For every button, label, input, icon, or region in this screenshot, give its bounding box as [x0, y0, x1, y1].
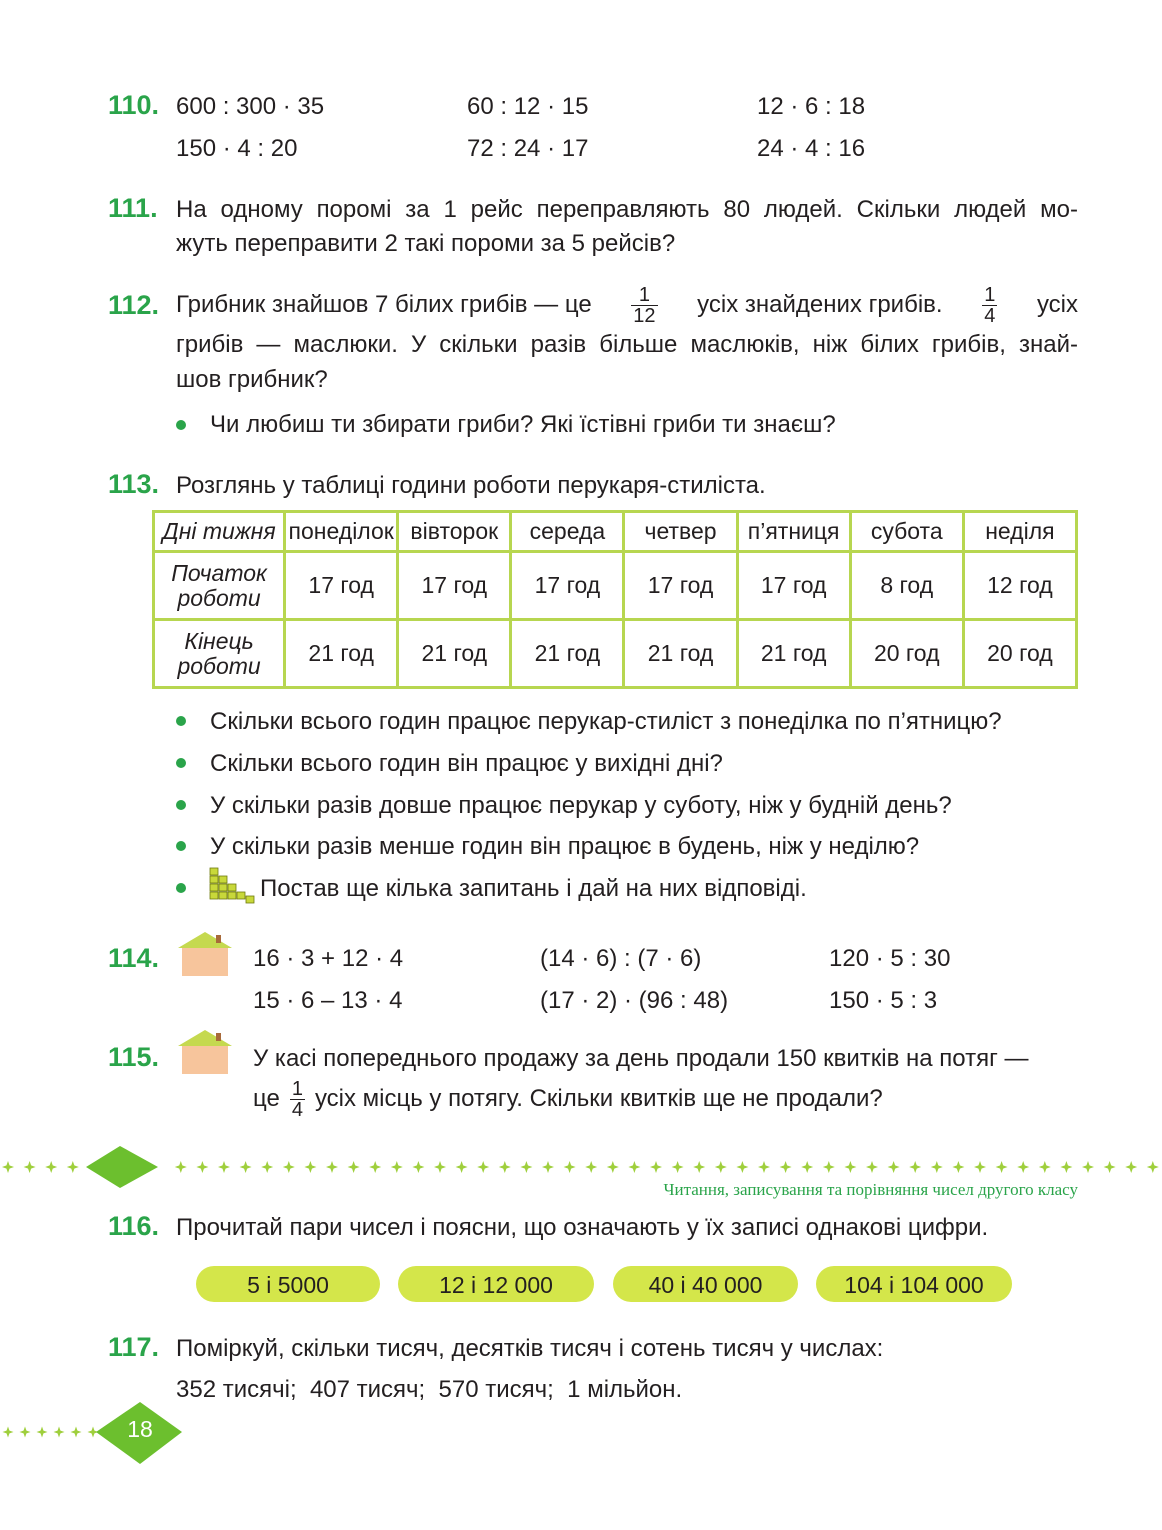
task-114-number: 114.	[108, 943, 160, 973]
task-112-text-a: Грибник знайшов 7 білих грибів — це	[176, 291, 592, 318]
task-110-expr-5: 72 : 24 · 17	[467, 135, 589, 162]
task-116-number: 116.	[108, 1211, 160, 1241]
table-row-end	[154, 620, 1077, 688]
task-114-expr-5: (17 · 2) · (96 : 48)	[540, 987, 729, 1014]
table-row-label-end	[154, 620, 285, 688]
house-icon	[176, 1028, 234, 1076]
fraction-1-4	[982, 285, 997, 326]
table-cell: 17 год	[285, 552, 398, 620]
table-cell: 17 год	[511, 552, 624, 620]
task-112-line-1	[176, 280, 1078, 330]
task-115-line-2	[253, 1074, 883, 1124]
table-day-saturday: субота	[850, 512, 963, 552]
table-day-wednesday: середа	[511, 512, 624, 552]
task-113-question-5: Постав ще кілька запитань і дай на них відповіді.	[260, 875, 807, 902]
table-cell: 8 год	[850, 552, 963, 620]
fraction-denominator: 12	[633, 304, 656, 327]
task-117-number: 117.	[108, 1332, 160, 1362]
task-115-text-b: усіх місць у потягу. Скільки квитків ще не продали?	[314, 1085, 883, 1112]
number-pair-pill: 104 і 104 000	[816, 1266, 1012, 1302]
task-110-expr-3: 12 · 6 : 18	[757, 93, 866, 120]
bullet-icon	[176, 716, 186, 726]
end-label-line-2: роботи	[177, 652, 261, 679]
fraction-numerator: 1	[291, 1077, 303, 1100]
table-cell: 21 год	[398, 620, 511, 688]
page-number: 18	[127, 1416, 153, 1442]
task-112-question: Чи любиш ти збирати гриби? Які їстівні гриби ти знаєш?	[210, 411, 836, 438]
task-113-question-4: У скільки разів менше годин він працює в будень, ніж у неділю?	[210, 833, 920, 860]
table-row-label-start	[154, 552, 285, 620]
task-110-expr-6: 24 · 4 : 16	[757, 135, 866, 162]
table-cell: 20 год	[963, 620, 1076, 688]
bullet-icon	[176, 758, 186, 768]
bullet-icon	[176, 841, 186, 851]
task-113-question-1: Скільки всього годин працює перукар-стиліст з понеділка по п’ятницю?	[210, 708, 1002, 735]
table-cell: 21 год	[737, 620, 850, 688]
task-115-number: 115.	[108, 1042, 160, 1072]
task-110-expr-4: 150 · 4 : 20	[176, 135, 298, 162]
table-day-sunday: неділя	[963, 512, 1076, 552]
blocks-icon	[208, 866, 256, 906]
task-112-line-3: шов грибник?	[176, 366, 328, 393]
task-117-line-1: Поміркуй, скільки тисяч, десятків тисяч і сотень тисяч у числах:	[176, 1335, 884, 1362]
table-cell: 17 год	[624, 552, 737, 620]
start-label-line-2: роботи	[177, 584, 261, 611]
table-day-monday: понеділок	[285, 512, 398, 552]
task-112-text-c: усіх	[1036, 291, 1078, 318]
task-110-expr-1: 600 : 300 · 35	[176, 93, 325, 120]
task-112-text-b: усіх знайдених грибів.	[697, 291, 943, 318]
table-cell: 21 год	[511, 620, 624, 688]
task-114-expr-4: 15 · 6 – 13 · 4	[253, 987, 403, 1014]
number-pair-pill: 5 і 5000	[196, 1266, 380, 1302]
task-114-expr-1: 16 · 3 + 12 · 4	[253, 945, 404, 972]
fraction-1-12	[631, 285, 657, 326]
number-pair-pill: 12 і 12 000	[398, 1266, 594, 1302]
task-111-number: 111.	[108, 193, 158, 223]
table-cell: 21 год	[624, 620, 737, 688]
task-115-line-1: У касі попереднього продажу за день продали 150 квитків на потяг —	[253, 1045, 1029, 1072]
task-117-line-2: 352 тисячі; 407 тисяч; 570 тисяч; 1 мільйон.	[176, 1376, 683, 1403]
task-116-text: Прочитай пари чисел і поясни, що означають у їх записі однакові цифри.	[176, 1214, 989, 1241]
table-cell: 20 год	[850, 620, 963, 688]
table-header-row	[154, 512, 1077, 552]
number-pair-pill: 40 і 40 000	[613, 1266, 798, 1302]
table-cell: 17 год	[737, 552, 850, 620]
fraction-numerator: 1	[984, 283, 996, 306]
house-icon	[176, 930, 234, 978]
bullet-icon	[176, 420, 186, 430]
start-label-line-1: Початок	[171, 559, 267, 586]
work-hours-table	[152, 510, 1078, 689]
table-cell: 12 год	[963, 552, 1076, 620]
task-114-expr-3: 120 · 5 : 30	[829, 945, 951, 972]
fraction-denominator: 4	[291, 1098, 303, 1121]
fraction-denominator: 4	[984, 304, 996, 327]
table-cell: 21 год	[285, 620, 398, 688]
task-110-expr-2: 60 : 12 · 15	[467, 93, 589, 120]
task-114-expr-6: 150 · 5 : 3	[829, 987, 938, 1014]
task-113-number: 113.	[108, 469, 160, 499]
task-111-line-2: жуть переправити 2 такі пороми за 5 рейсів?	[176, 230, 676, 257]
table-row-start	[154, 552, 1077, 620]
bullet-icon	[176, 800, 186, 810]
task-112-number: 112.	[108, 290, 160, 320]
task-114-expr-2: (14 · 6) : (7 · 6)	[540, 945, 702, 972]
table-day-tuesday: вівторок	[398, 512, 511, 552]
bullet-icon	[176, 883, 186, 893]
fraction-1-4	[290, 1079, 305, 1120]
table-header-label: Дні тижня	[154, 512, 285, 552]
task-113-question-2: Скільки всього годин він працює у вихідні дні?	[210, 750, 723, 777]
task-112-line-2: грибів — маслюки. У скільки разів більше маслюків, ніж білих грибів, знай-	[176, 331, 1078, 358]
end-label-line-1: Кінець	[184, 627, 254, 654]
task-113-question-3: У скільки разів довше працює перукар у суботу, ніж у будній день?	[210, 792, 952, 819]
fraction-numerator: 1	[631, 285, 657, 306]
task-115-text-a: це	[253, 1085, 280, 1112]
table-day-thursday: четвер	[624, 512, 737, 552]
star-ornament-icon	[86, 1146, 158, 1188]
page-number-ornament	[0, 1398, 200, 1470]
table-day-friday: п’ятниця	[737, 512, 850, 552]
table-cell: 17 год	[398, 552, 511, 620]
section-title: Читання, записування та порівняння чисел другого класу	[663, 1180, 1078, 1199]
task-113-intro: Розглянь у таблиці години роботи перукаря-стиліста.	[176, 472, 766, 499]
task-111-line-1: На одному поромі за 1 рейс переправляють 80 людей. Скільки людей мо-	[176, 196, 1078, 223]
task-110-number: 110.	[108, 90, 160, 120]
